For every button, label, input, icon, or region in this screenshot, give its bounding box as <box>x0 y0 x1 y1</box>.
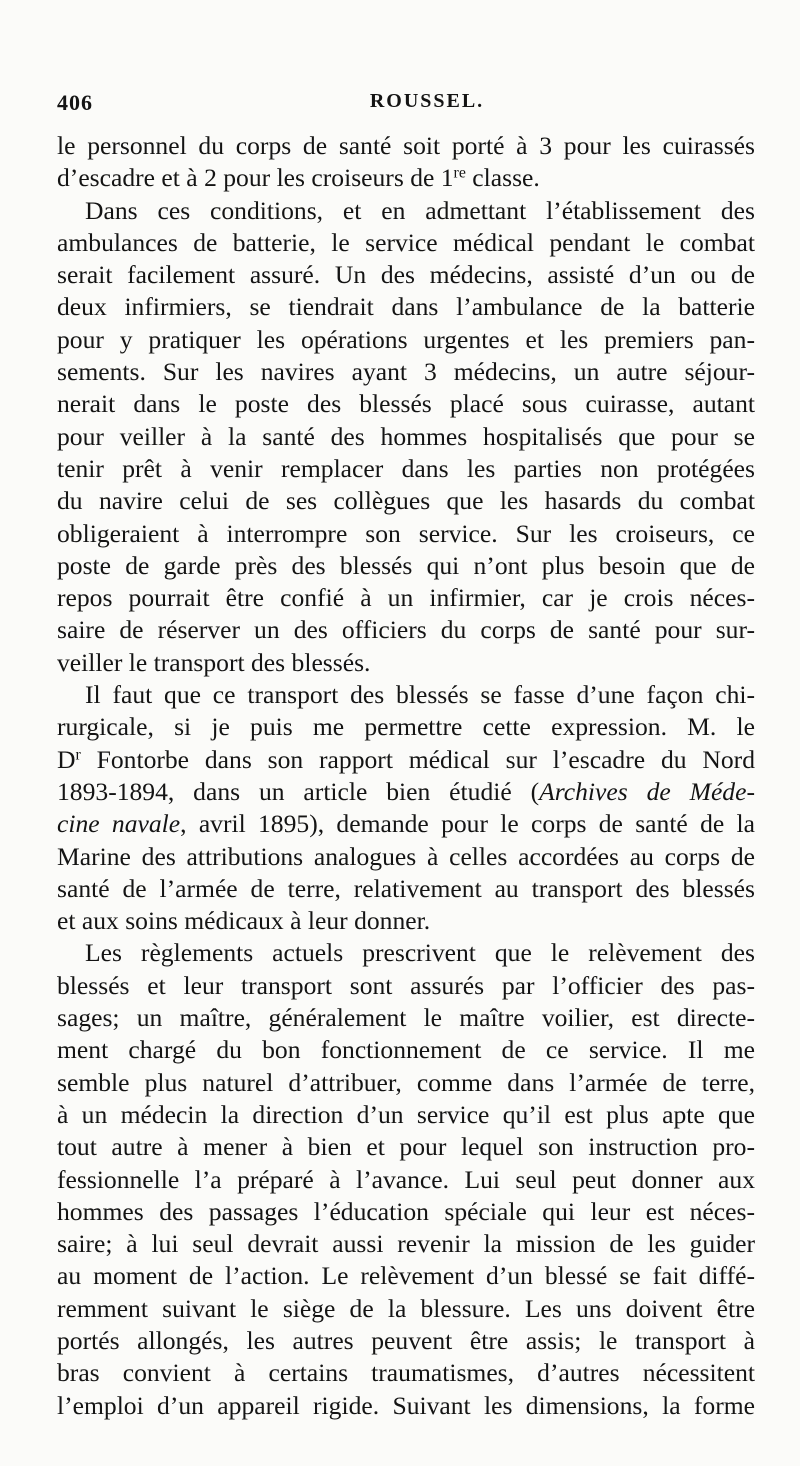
text-line: tenir prêt à venir remplacer dans les parties non protégées <box>57 453 755 483</box>
text-line: bras convient à certains traumatismes, d’autres nécessitent <box>57 1358 755 1388</box>
text-line: pour y pratiquer les opérations urgentes et les premiers pan- <box>57 324 755 354</box>
text-line: ment chargé du bon fonctionnement de ce service. Il me <box>57 1035 755 1065</box>
text-line: Marine des attributions analogues à celles accordées au corps de <box>57 841 755 871</box>
text-line: nerait dans le poste des blessés placé sous cuirasse, autant <box>57 389 755 419</box>
journal-title: cine navale <box>57 809 181 839</box>
text-line: semble plus naturel d’attribuer, comme dans l’armée de terre, <box>57 1067 755 1097</box>
text-line: hommes des passages l’éducation spéciale qui leur est néces- <box>57 1196 755 1226</box>
text-line: blessés et leur transport sont assurés par l’officier des pas- <box>57 970 755 1000</box>
running-head: ROUSSEL. <box>369 90 485 112</box>
superscript: r <box>75 745 81 763</box>
page-header <box>57 90 757 120</box>
text-line: 1893-1894, dans un article bien étudié (Archives de Méde- <box>57 776 755 806</box>
text-line: Les règlements actuels prescrivent que le relèvement des <box>85 938 755 968</box>
text-line: saire; à lui seul devrait aussi revenir la mission de les guider <box>57 1229 755 1259</box>
text-line: repos pourrait être confié à un infirmier, car je crois néces- <box>57 583 755 613</box>
text-line: veiller le transport des blessés. <box>57 647 371 677</box>
text-line: pour veiller à la santé des hommes hospitalisés que pour se <box>57 421 755 451</box>
text-line: cine navale, avril 1895), demande pour le corps de santé de la <box>57 809 755 839</box>
text-line: du navire celui de ses collègues que les hasards du combat <box>57 486 755 516</box>
text-line: saire de réserver un des officiers du corps de santé pour sur- <box>57 615 755 645</box>
journal-title: Archives de Méde- <box>539 776 755 806</box>
text-line: santé de l’armée de terre, relativement au transport des blessés <box>57 873 755 903</box>
text-line: obligeraient à interrompre son service. Sur les croiseurs, ce <box>57 518 755 548</box>
text-line: deux infirmiers, se tiendrait dans l’ambulance de la batterie <box>57 292 755 322</box>
superscript: re <box>453 164 466 182</box>
text-line: au moment de l’action. Le relèvement d’un blessé se fait diffé- <box>57 1261 755 1291</box>
text-line: serait facilement assuré. Un des médecins, assisté d’un ou de <box>57 260 755 290</box>
text-line: le personnel du corps de santé soit porté à 3 pour les cuirassés <box>57 131 755 160</box>
text-line: et aux soins médicaux à leur donner. <box>57 906 431 936</box>
text-line: Dans ces conditions, et en admettant l’établissement des <box>85 195 755 225</box>
text-line: sages; un maître, généralement le maître voilier, est directe- <box>57 1003 755 1033</box>
text-line: tout autre à mener à bien et pour lequel son instruction pro- <box>57 1132 755 1162</box>
text-line: portés allongés, les autres peuvent être assis; le transport à <box>57 1325 755 1355</box>
text-line: Il faut que ce transport des blessés se fasse d’une façon chi- <box>85 680 755 710</box>
text-line: fessionnelle l’a préparé à l’avance. Lui seul peut donner aux <box>57 1164 755 1194</box>
text-line: l’emploi d’un appareil rigide. Suivant les dimensions, la forme <box>57 1390 755 1420</box>
text-line: d’escadre et à 2 pour les croiseurs de 1re classe. <box>57 163 540 193</box>
text-line: remment suivant le siège de la blessure. Les uns doivent être <box>57 1293 755 1323</box>
text-line: ambulances de batterie, le service médical pendant le combat <box>57 227 755 257</box>
body-text <box>57 130 755 1422</box>
text-line: à un médecin la direction d’un service qu’il est plus apte que <box>57 1099 755 1129</box>
text-line: poste de garde près des blessés qui n’ont plus besoin que de <box>57 550 755 580</box>
text-line: rurgicale, si je puis me permettre cette expression. M. le <box>57 712 755 742</box>
text-line: sements. Sur les navires ayant 3 médecins, un autre séjour- <box>57 357 755 387</box>
text-line: $D^r$ Fontorbe dans son rapport médical sur l’escadre du Nord <box>57 744 755 774</box>
page-number: 406 <box>57 90 93 115</box>
